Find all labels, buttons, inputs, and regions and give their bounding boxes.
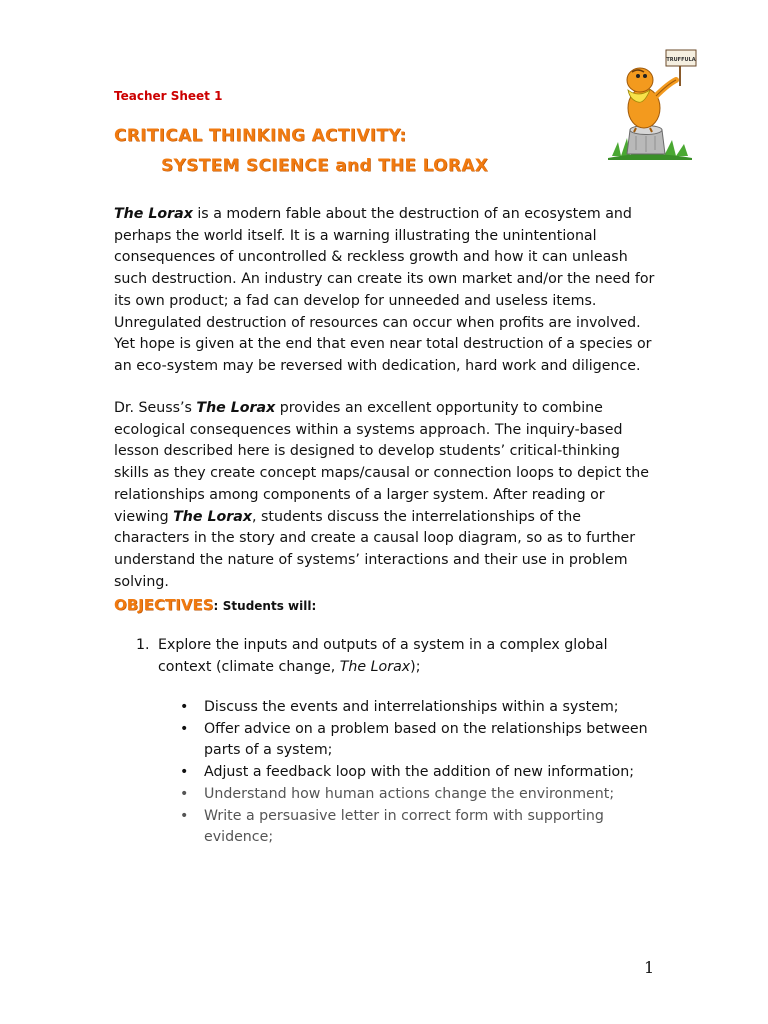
title-line-1: CRITICAL THINKING ACTIVITY: (114, 126, 407, 146)
bullet-text: Write a persuasive letter in correct form with supporting evidence; (204, 807, 604, 846)
objectives-bullet-list (180, 697, 656, 849)
intro-text: is a modern fable about the destruction of an ecosystem and perhaps the world itself. It is a warning illustrating the unintentional consequences of uncontrolled & reckless growth and how it can unleash such destruction. An industry can create its own market and/or the need for its own product; a fad can develop for unneeded and useless items. Unregulated destruction of resources can occur when profits are involved. Yet hope is given at the end that even near total destruction of a species or an eco-system may be reversed with dedication, hard work and diligence. (114, 206, 655, 374)
list-item (180, 806, 656, 849)
bullet-text: Discuss the events and interrelationships within a system; (204, 699, 619, 715)
lorax-character-icon (627, 68, 676, 132)
stump-icon (627, 126, 665, 155)
description-text-a: provides an excellent opportunity to combine ecological consequences within a systems approach. The inquiry-based lesson described here is designed to develop students’ critical-thinking skills as they create concept maps/causal or connection loops to depict the relationships among components of a larger system. After reading or viewing (114, 400, 649, 525)
item-text-a: Explore the inputs and outputs of a system in a complex global context (climate change, (158, 637, 608, 675)
item-number: 1. (136, 637, 150, 653)
item-text (158, 635, 656, 678)
intro-paragraph (114, 204, 659, 378)
book-title: The Lorax (114, 206, 193, 222)
list-item (180, 784, 656, 806)
bullet-icon: • (180, 785, 189, 802)
bullet-icon: • (180, 699, 189, 715)
bullet-text: Understand how human actions change the environment; (204, 785, 615, 802)
list-item (180, 697, 656, 719)
book-title: The Lorax (173, 508, 252, 525)
objectives-colon: : (213, 599, 219, 613)
page-number: 1 (644, 958, 655, 977)
objectives-heading-row (114, 596, 316, 614)
description-prefix: Dr. Seuss’s (114, 400, 197, 416)
item-title: The Lorax (339, 658, 411, 675)
numbered-item (136, 635, 656, 678)
item-text-b: ); (410, 658, 421, 675)
sign-text: TRUFFULA (666, 57, 696, 63)
bullet-icon: • (180, 764, 189, 781)
bullet-icon: • (180, 807, 189, 824)
list-item (180, 719, 656, 762)
bullet-icon: • (180, 720, 189, 737)
description-text-b: , students discuss the interrelationships of the characters in the story and create a causal loop diagram, so as to further understand the nature of systems’ interactions and their use in problem solving. (114, 508, 636, 590)
objectives-heading: OBJECTIVES (114, 596, 214, 614)
list-item (180, 762, 656, 784)
sheet-label: Teacher Sheet 1 (114, 89, 223, 103)
objectives-subheading: Students will: (222, 599, 317, 613)
lorax-illustration (594, 46, 698, 162)
description-paragraph (114, 398, 659, 593)
bullet-text: Adjust a feedback loop with the addition of new information; (204, 764, 634, 781)
book-title: The Lorax (196, 400, 276, 416)
title-line-2: SYSTEM SCIENCE and THE LORAX (161, 156, 489, 176)
bullet-text: Offer advice on a problem based on the relationships between parts of a system; (204, 720, 648, 759)
